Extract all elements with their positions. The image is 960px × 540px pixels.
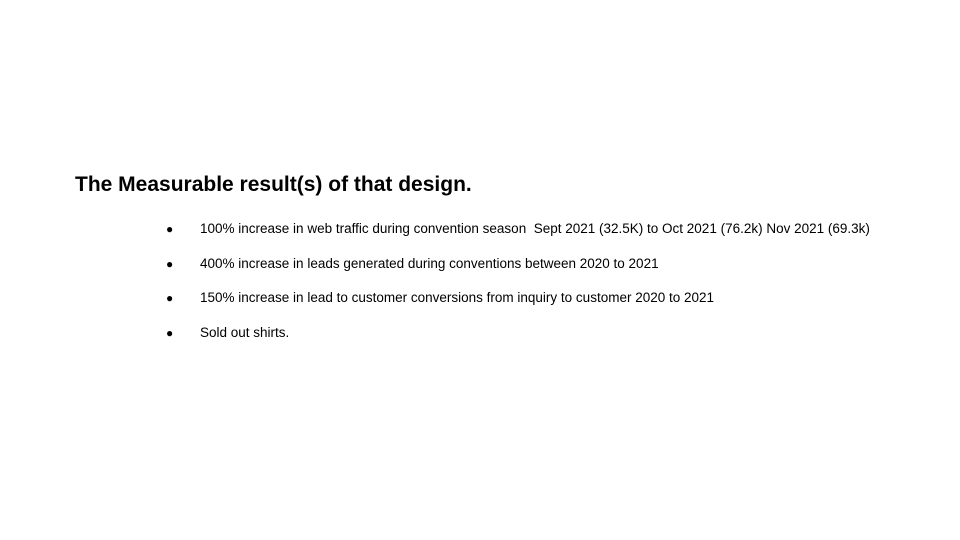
list-item: [166, 288, 870, 308]
list-item-text: 150% increase in lead to customer conversions from inquiry to customer 2020 to 2021: [200, 290, 715, 305]
list-item: [166, 323, 870, 343]
list-item: [166, 219, 870, 239]
bullet-icon: ●: [166, 291, 174, 305]
bullet-icon: ●: [166, 325, 174, 340]
list-item-text: 100% increase in web traffic during convention season Sept 2021 (32.5K) to Oct 2021 (76.2k) Nov 2021 (69.3k): [200, 221, 870, 236]
list-item-text: 400% increase in leads generated during conventions between 2020 to 2021: [200, 255, 659, 271]
bullet-icon: ●: [166, 256, 174, 271]
results-list: [166, 219, 870, 357]
bullet-icon: ●: [166, 222, 174, 236]
slide-title: The Measurable result(s) of that design.: [75, 173, 472, 196]
list-item-text: Sold out shirts.: [200, 324, 290, 340]
list-item: [166, 254, 870, 274]
